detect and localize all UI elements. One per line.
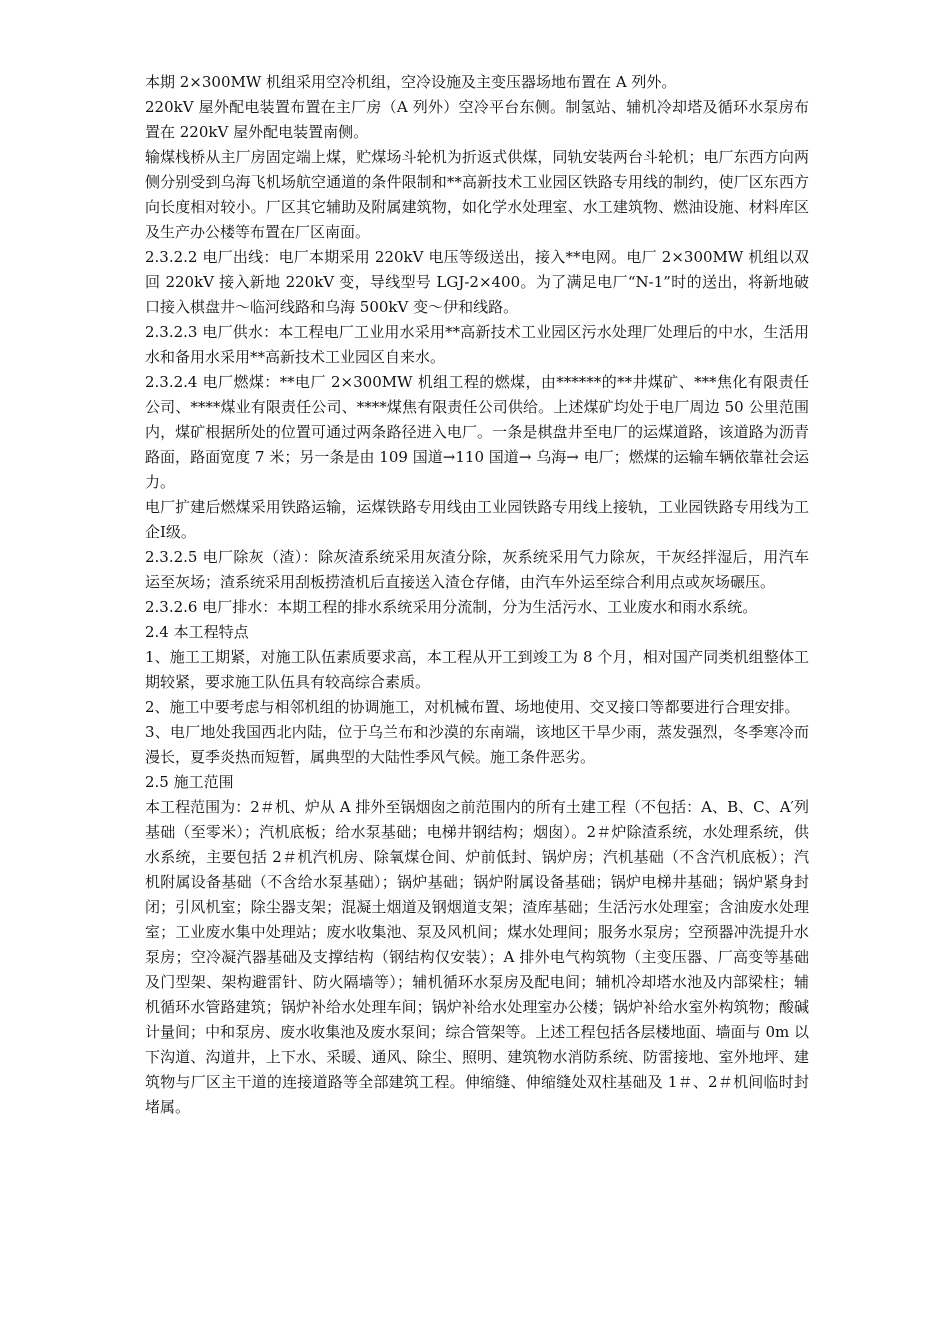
paragraph-layout-intro: 本期 2×300MW 机组采用空冷机组，空冷设施及主变压器场地布置在 A 列外。 — [145, 73, 677, 91]
paragraph-feature-2: 2、施工中要考虑与相邻机组的协调施工，对机械布置、场地使用、交叉接口等都要进行合理安排。 — [145, 698, 800, 716]
paragraph-2-3-2-4-coal-supply: 2.3.2.4 电厂燃煤：**电厂 2×300MW 机组工程的燃煤，由******的**井煤矿、***焦化有限责任公司、****煤业有限责任公司、****煤焦有限责任公司供给。上述煤矿均处于电厂周边 50 公里范围内，煤矿根据所处的位置可通过两条路径进入电厂。一条是棋盘井至电厂的运煤道路，该道路为沥青路面，路面宽度 7 米；另一条是由 109 国道→110 国道→ 乌海→ 电厂；燃煤的运输车辆依靠社会运力。 — [145, 373, 809, 491]
paragraph-scope-details: 本工程范围为：2＃机、炉从 A 排外至锅烟囱之前范围内的所有土建工程（不包括：A、B、C、A′列基础（至零米）；汽机底板；给水泵基础；电梯井钢结构；烟囱）。2＃炉除渣系统，水处理系统，供水系统，主要包括 2＃机汽机房、除氧煤仓间、炉前低封、锅炉房；汽机基础（不含汽机底板）；汽机附属设备基础（不含给水泵基础）；锅炉基础；锅炉附属设备基础；锅炉电梯井基础；锅炉紧身封闭；引风机室；除尘器支架；混凝土烟道及钢烟道支架；渣库基础；生活污水处理室；含油废水处理室；工业废水集中处理站；废水收集池、泵及风机间；煤水处理间；服务水泵房；空预器冲洗提升水泵房；空冷凝汽器基础及支撑结构（钢结构仅安装）；A 排外电气构筑物（主变压器、厂高变等基础及门型架、架构避雷针、防火隔墙等）；辅机循环水泵房及配电间；辅机冷却塔水池及内部梁柱；辅机循环水管路建筑；锅炉补给水处理车间；锅炉补给水处理室办公楼；锅炉补给水室外构筑物；酸碱计量间；中和泵房、废水收集池及废水泵间；综合管架等。上述工程包括各层楼地面、墙面与 0m 以下沟道、沟道井，上下水、采暖、通风、除尘、照明、建筑物水消防系统、防雷接地、室外地坪、建筑物与厂区主干道的连接道路等全部建筑工程。伸缩缝、伸缩缝处双柱基础及 1＃、2＃机间临时封堵属。 — [145, 798, 809, 1116]
paragraph-2-3-2-3-water-supply: 2.3.2.3 电厂供水：本工程电厂工业用水采用**高新技术工业园区污水处理厂处理后的中水，生活用水和备用水采用**高新技术工业园区自来水。 — [145, 323, 809, 366]
paragraph-2-3-2-2-outgoing-lines: 2.3.2.2 电厂出线：电厂本期采用 220kV 电压等级送出，接入**电网。电厂 2×300MW 机组以双回 220kV 接入新地 220kV 变，导线型号 LGJ-2×400。为了满足电厂“N-1”时的送出，将新地破口接入棋盘井～临河线路和乌海 500kV 变～伊和线路。 — [145, 248, 809, 316]
paragraph-feature-1: 1、施工工期紧，对施工队伍素质要求高，本工程从开工到竣工为 8 个月，相对国产同类机组整体工期较紧，要求施工队伍具有较高综合素质。 — [145, 648, 809, 691]
paragraph-feature-3: 3、电厂地处我国西北内陆，位于乌兰布和沙漠的东南端，该地区干旱少雨，蒸发强烈，冬季寒冷而漫长，夏季炎热而短暂，属典型的大陆性季风气候。施工条件恶劣。 — [145, 723, 809, 766]
heading-2-5-construction-scope: 2.5 施工范围 — [145, 773, 234, 791]
paragraph-coal-conveyor: 输煤栈桥从主厂房固定端上煤，贮煤场斗轮机为折返式供煤，同轨安装两台斗轮机；电厂东西方向两侧分别受到乌海飞机场航空通道的条件限制和**高新技术工业园区铁路专用线的制约，使厂区东西方向长度相对较小。厂区其它辅助及附属建筑物，如化学水处理室、水工建筑物、燃油设施、材料库区及生产办公楼等布置在厂区南面。 — [145, 148, 809, 241]
paragraph-2-3-2-6-drainage: 2.3.2.6 电厂排水：本期工程的排水系统采用分流制，分为生活污水、工业废水和雨水系统。 — [145, 598, 758, 616]
paragraph-switchyard: 220kV 屋外配电装置布置在主厂房（A 列外）空冷平台东侧。制氢站、辅机冷却塔及循环水泵房布置在 220kV 屋外配电装置南侧。 — [145, 98, 809, 141]
heading-2-4-project-features: 2.4 本工程特点 — [145, 623, 249, 641]
paragraph-2-3-2-5-ash-removal: 2.3.2.5 电厂除灰（渣）：除灰渣系统采用灰渣分除，灰系统采用气力除灰，干灰经拌湿后，用汽车运至灰场；渣系统采用刮板捞渣机后直接送入渣仓存储，由汽车外运至综合利用点或灰场碾压。 — [145, 548, 809, 591]
document-page — [145, 70, 809, 1120]
paragraph-rail-transport: 电厂扩建后燃煤采用铁路运输，运煤铁路专用线由工业园铁路专用线上接轨，工业园铁路专用线为工企Ⅰ级。 — [145, 498, 809, 541]
